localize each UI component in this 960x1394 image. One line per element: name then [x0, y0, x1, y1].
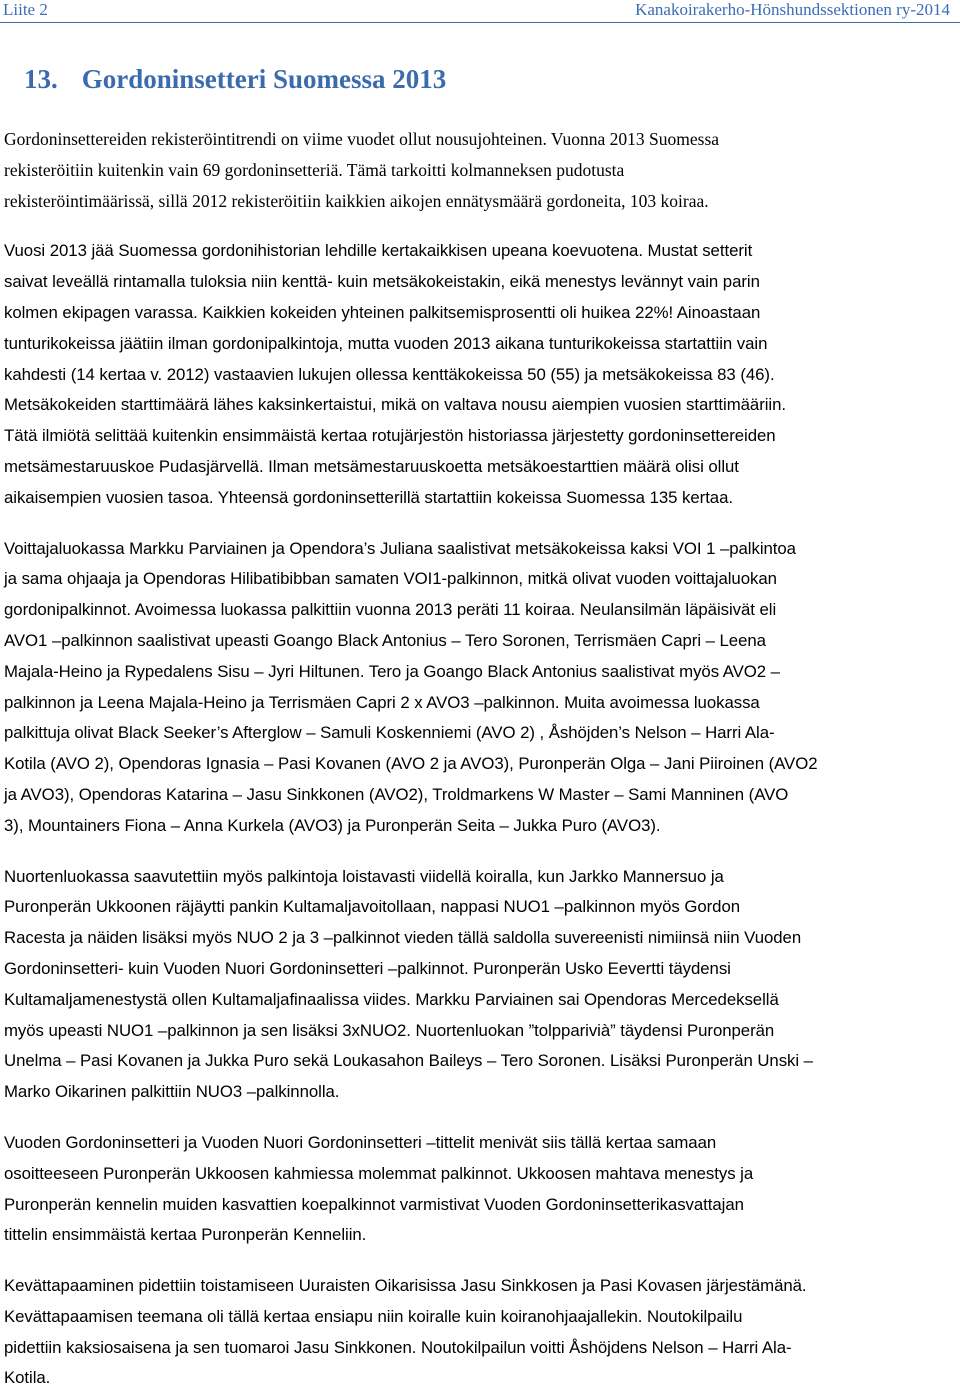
text-line: tunturikokeissa jäätiin ilman gordonipalkintoja, mutta vuoden 2013 aikana tunturikokeissa startattiin vain — [4, 333, 768, 353]
text-line: Nuortenluokassa saavutettiin myös palkintoja loistavasti viidellä koiralla, kun Jarkko Mannersuo ja — [4, 866, 724, 886]
text-line: palkinnon ja Leena Majala-Heino ja Terrismäen Capri 2 x AVO3 –palkinnon. Muita avoimessa luokassa — [4, 692, 760, 712]
section-number: 13. — [24, 64, 58, 94]
header-organization-name: Kanakoirakerho-Hönshundssektionen ry-2014 — [635, 0, 950, 19]
paragraph-4 — [4, 862, 956, 1108]
text-line: rekisteröitiin kuitenkin vain 69 gordoninsetteriä. Tämä tarkoitti kolmanneksen pudotusta — [4, 159, 625, 180]
text-line: Gordoninsetteri- kuin Vuoden Nuori Gordoninsetteri –palkinnot. Puronperän Usko Eevertti täydensi — [4, 958, 731, 978]
paragraph-1 — [4, 124, 956, 216]
text-line: aikaisempien vuosien tasoa. Yhteensä gordoninsetterillä startattiin kokeissa Suomessa 135 kertaa. — [4, 487, 733, 507]
text-line: Vuosi 2013 jää Suomessa gordonihistorian lehdille kertakaikkisen upeana koevuotena. Mustat setterit — [4, 241, 753, 261]
text-line: Marko Oikarinen palkittiin NUO3 –palkinnolla. — [4, 1082, 340, 1102]
paragraph-gap — [4, 1108, 956, 1128]
text-line: 3), Mountainers Fiona – Anna Kurkela (AVO3) ja Puronperän Seita – Jukka Puro (AVO3). — [4, 815, 661, 835]
text-line: ja sama ohjaaja ja Opendoras Hilibatibibban samaten VOI1-palkinnon, mitkä olivat vuoden voittajaluokan — [4, 569, 777, 589]
text-line: Kotila. — [4, 1368, 51, 1388]
text-line: palkittuja olivat Black Seeker’s Afterglow – Samuli Koskenniemi (AVO 2) , Åshöjden’s Nelson – Harri Ala- — [4, 723, 775, 743]
text-line: Gordoninsettereiden rekisteröintitrendi on viime vuodet ollut nousujohteinen. Vuonna 2013 Suomessa — [4, 129, 720, 149]
text-line: tittelin ensimmäistä kertaa Puronperän Kenneliin. — [4, 1225, 367, 1245]
text-line: Unelma – Pasi Kovanen ja Jukka Puro sekä Loukasahon Baileys – Tero Soronen. Lisäksi Puronperän Unski – — [4, 1051, 813, 1071]
paragraph-gap — [4, 842, 956, 862]
text-line: Voittajaluokassa Markku Parviainen ja Opendora’s Juliana saalistivat metsäkokeissa kaksi VOI 1 –palkintoa — [4, 538, 796, 558]
text-line: metsämestaruuskoe Pudasjärvellä. Ilman metsämestaruuskoetta metsäkoestarttien määrä olisi ollut — [4, 456, 739, 476]
text-line: Metsäkokeiden starttimäärä lähes kaksinkertaistui, mikä on valtava nousu aiempien vuosien starttimääriin. — [4, 395, 786, 415]
text-line: AVO1 –palkinnon saalistivat upeasti Goango Black Antonius – Tero Soronen, Terrismäen Capri – Leena — [4, 630, 766, 650]
header-divider — [0, 22, 960, 23]
paragraph-6 — [4, 1271, 956, 1394]
text-line: Kevättapaaminen pidettiin toistamiseen Uuraisten Oikarisissa Jasu Sinkkosen ja Pasi Kovasen järjestämänä. — [4, 1276, 807, 1296]
paragraph-2 — [4, 236, 956, 513]
paragraph-3 — [4, 534, 956, 842]
text-line: osoitteeseen Puronperän Ukkoosen kahmiessa molemmat palkinnot. Ukkoosen mahtava menestys ja — [4, 1163, 754, 1183]
text-line: myös upeasti NUO1 –palkinnon ja sen lisäksi 3xNUO2. Nuortenluokan ”tolpparivià” täydensi Puronperän — [4, 1020, 775, 1040]
document-body — [4, 124, 956, 1394]
text-line: Vuoden Gordoninsetteri ja Vuoden Nuori Gordoninsetteri –tittelit menivät siis tällä kertaa samaan — [4, 1132, 717, 1152]
section-title: Gordoninsetteri Suomessa 2013 — [81, 64, 447, 94]
paragraph-gap — [4, 216, 956, 236]
text-line: Racesta ja näiden lisäksi myös NUO 2 ja 3 –palkinnot vieden tällä saldolla suvereenisti nimiinsä niin Vuoden — [4, 928, 802, 948]
page-header — [0, 0, 960, 22]
text-line: kolmen ekipagen varassa. Kaikkien kokeiden yhteinen palkitsemisprosentti oli huikea 22%! Ainoastaan — [4, 302, 761, 322]
text-line: gordonipalkinnot. Avoimessa luokassa palkittiin vuonna 2013 peräti 11 koiraa. Neulansilmän läpäisivät eli — [4, 600, 777, 620]
text-line: Kotila (AVO 2), Opendoras Ignasia – Pasi Kovanen (AVO 2 ja AVO3), Puronperän Olga – Jani Piiroinen (AVO2 — [4, 754, 818, 774]
text-line: Kultamaljamenestystä ollen Kultamaljafinaalissa viides. Markku Parviainen sai Opendoras Mercedeksellä — [4, 989, 779, 1009]
text-line: Puronperän Ukkoonen räjäytti pankin Kultamaljavoitollaan, nappasi NUO1 –palkinnon myös Gordon — [4, 897, 741, 917]
text-line: Puronperän kennelin muiden kasvattien koepalkinnot varmistivat Vuoden Gordoninsetterikasvattajan — [4, 1194, 744, 1214]
text-line: Tätä ilmiötä selittää kuitenkin ensimmäistä kertaa rotujärjestön historiassa järjestetty gordoninsettereiden — [4, 426, 776, 446]
text-line: saivat leveällä rintamalla tuloksia niin kenttä- kuin metsäkokeistakin, eikä menestys levännyt vain parin — [4, 272, 760, 292]
text-line: ja AVO3), Opendoras Katarina – Jasu Sinkkonen (AVO2), Troldmarkens W Master – Sami Manninen (AVO — [4, 784, 789, 804]
text-line: rekisteröintimäärissä, sillä 2012 rekisteröitiin kaikkien aikojen ennätysmäärä gordoneita, 103 koiraa. — [4, 190, 709, 211]
text-line: Majala-Heino ja Rypedalens Sisu – Jyri Hiltunen. Tero ja Goango Black Antonius saalistivat myös AVO2 – — [4, 661, 780, 681]
header-appendix-label: Liite 2 — [3, 0, 48, 19]
paragraph-5 — [4, 1128, 956, 1251]
text-line: pidettiin kaksiosaisena ja sen tuomaroi Jasu Sinkkonen. Noutokilpailun voitti Åshöjdens Nelson – Harri Ala- — [4, 1337, 792, 1357]
paragraph-gap — [4, 1251, 956, 1271]
section-heading — [3, 64, 446, 95]
paragraph-gap — [4, 514, 956, 534]
text-line: kahdesti (14 kertaa v. 2012) vastaavien lukujen ollessa kenttäkokeissa 50 (55) ja metsäkokeissa 83 (46). — [4, 364, 775, 384]
text-line: Kevättapaamisen teemana oli tällä kertaa ensiapu niin koiralle kuin koiranohjaajallekin. Noutokilpailu — [4, 1306, 743, 1326]
